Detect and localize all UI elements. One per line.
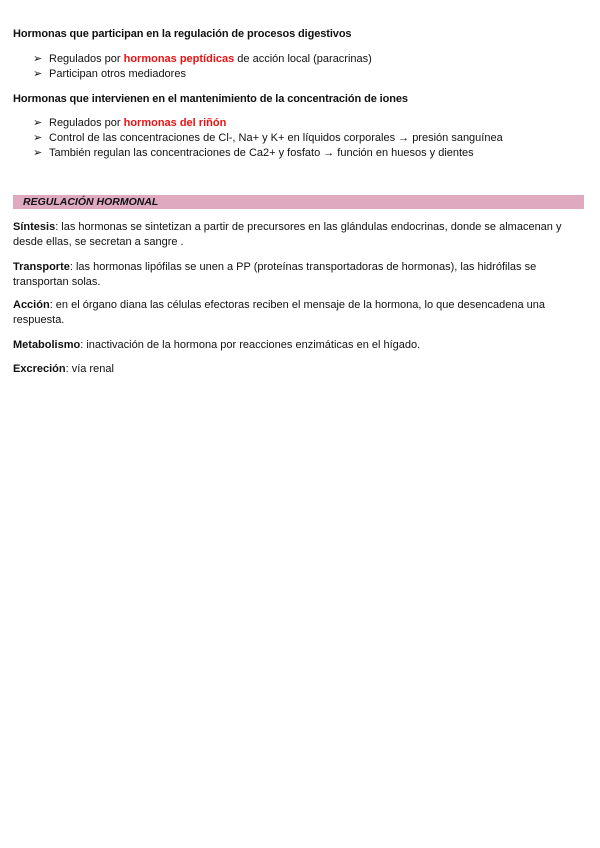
paragraph-metabolismo: Metabolismo: inactivación de la hormona por reacciones enzimáticas en el hígado. <box>13 339 421 351</box>
paragraph-accion: Acción: en el órgano diana las células efectoras reciben el mensaje de la hormona, lo que desencadena una respuesta. <box>13 299 546 326</box>
arrow-bullet-icon: ➢ <box>33 117 43 129</box>
highlight-term: hormonas peptídicas <box>123 53 235 65</box>
paragraph-transporte: Transporte: las hormonas lipófilas se unen a PP (proteínas transportadoras de hormonas), las hidrófilas se transportan solas. <box>13 261 537 288</box>
paragraph-sintesis: Síntesis: las hormonas se sintetizan a partir de precursores en las glándulas endocrinas, donde se almacenan y desde ellas, se secretan a sangre . <box>13 221 562 248</box>
list-item: ➢ Regulados por hormonas del riñón <box>33 117 227 129</box>
heading-digestive-hormones: Hormonas que participan en la regulación de procesos digestivos <box>13 28 352 40</box>
arrow-bullet-icon: ➢ <box>33 68 43 80</box>
heading-ion-hormones: Hormonas que intervienen en el mantenimiento de la concentración de iones <box>13 93 408 105</box>
term-label: Excreción <box>13 363 66 375</box>
list-digestive-hormones <box>33 52 372 82</box>
term-label: Transporte <box>13 261 70 273</box>
arrow-bullet-icon: ➢ <box>33 147 43 159</box>
list-item: ➢ Control de las concentraciones de Cl-, Na+ y K+ en líquidos corporales → presión sanguínea <box>33 132 503 144</box>
section-band <box>13 195 584 209</box>
arrow-bullet-icon: ➢ <box>33 53 43 65</box>
term-label: Acción <box>13 299 50 311</box>
term-label: Metabolismo <box>13 339 81 351</box>
paragraph-excrecion: Excreción: vía renal <box>13 363 114 375</box>
list-item: ➢ También regulan las concentraciones de Ca2+ y fosfato → función en huesos y dientes <box>33 147 474 159</box>
list-item: ➢ Participan otros mediadores <box>33 68 186 80</box>
highlight-term: hormonas del riñón <box>123 117 227 129</box>
arrow-bullet-icon: ➢ <box>33 132 43 144</box>
section-title-regulacion: REGULACIÓN HORMONAL <box>23 196 159 208</box>
list-item: ➢ Regulados por hormonas peptídicas de acción local (paracrinas) <box>33 53 372 65</box>
list-ion-hormones <box>33 116 503 161</box>
term-label: Síntesis <box>13 221 56 233</box>
